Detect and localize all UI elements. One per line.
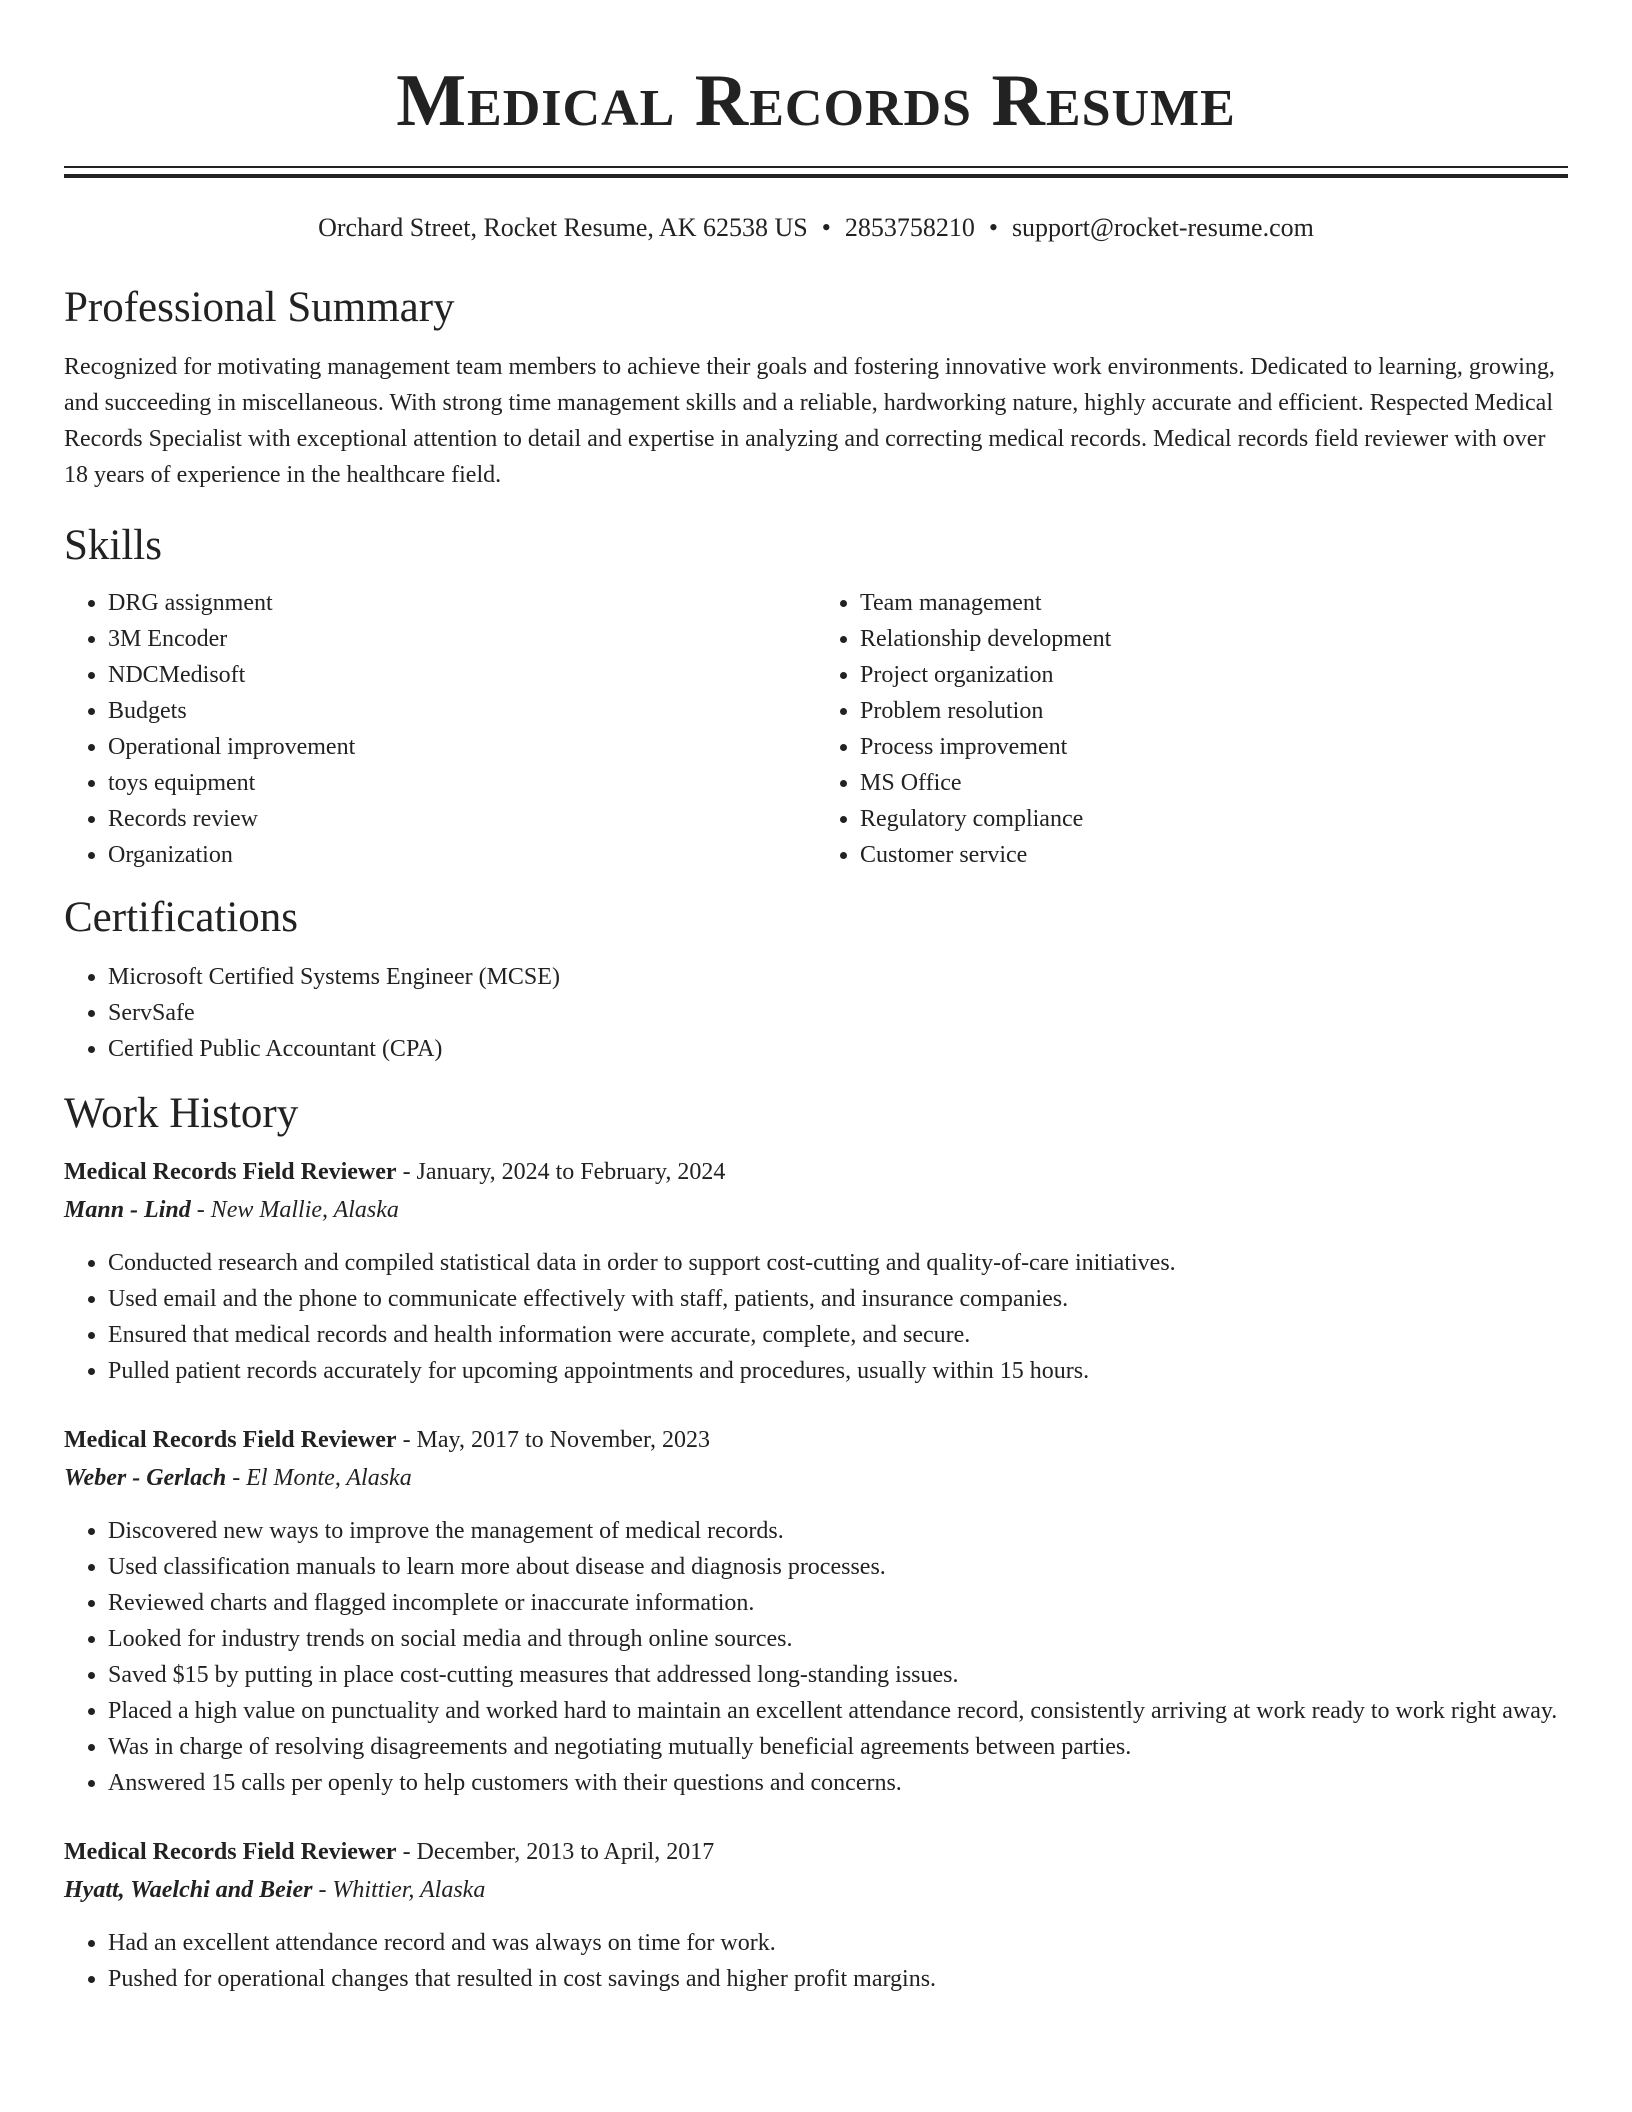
job-location: - Whittier, Alaska xyxy=(312,1877,486,1903)
skill-item: • Regulatory compliance xyxy=(860,801,1568,837)
skills-list-left xyxy=(64,585,816,873)
certifications-list xyxy=(64,959,1568,1067)
job-duty-item: • Answered 15 calls per openly to help customers with their questions and concerns. xyxy=(108,1765,1568,1801)
job-title-line xyxy=(64,1153,1568,1191)
job-title-line xyxy=(64,1833,1568,1871)
resume-title: Medical Records Resume xyxy=(396,60,1236,142)
job-duties-list xyxy=(64,1925,1568,1997)
job-company: Mann - Lind xyxy=(64,1197,191,1223)
job-employer-line xyxy=(64,1459,1568,1497)
skill-item: • Relationship development xyxy=(860,621,1568,657)
skill-item: • Records review xyxy=(108,801,816,837)
job-role: Medical Records Field Reviewer xyxy=(64,1839,397,1865)
job-company: Hyatt, Waelchi and Beier xyxy=(64,1877,313,1903)
job-duty-item: • Ensured that medical records and health information were accurate, complete, and secure. xyxy=(108,1317,1568,1353)
skill-item: • DRG assignment xyxy=(108,585,816,621)
title-divider-thin xyxy=(64,166,1568,168)
job-duty-item: • Reviewed charts and flagged incomplete or inaccurate information. xyxy=(108,1585,1568,1621)
skill-item: • NDCMedisoft xyxy=(108,657,816,693)
job-duties-list xyxy=(64,1513,1568,1801)
skill-item: • Project organization xyxy=(860,657,1568,693)
resume-page xyxy=(64,0,1568,1997)
contact-address: Orchard Street, Rocket Resume, AK 62538 US xyxy=(318,213,808,242)
skill-item: • Process improvement xyxy=(860,729,1568,765)
job-duty-item: • Discovered new ways to improve the management of medical records. xyxy=(108,1513,1568,1549)
skill-item: • Budgets xyxy=(108,693,816,729)
job-dates: - May, 2017 to November, 2023 xyxy=(396,1427,710,1453)
skills-columns xyxy=(64,585,1568,873)
job-entry xyxy=(64,1833,1568,1997)
skills-heading: Skills xyxy=(64,522,162,569)
job-duty-item: • Had an excellent attendance record and was always on time for work. xyxy=(108,1925,1568,1961)
skill-item: • Customer service xyxy=(860,837,1568,873)
job-duty-item: • Saved $15 by putting in place cost-cutting measures that addressed long-standing issues. xyxy=(108,1657,1568,1693)
job-entry xyxy=(64,1421,1568,1801)
contact-line xyxy=(64,212,1568,244)
job-duty-item: • Looked for industry trends on social media and through online sources. xyxy=(108,1621,1568,1657)
job-duty-item: • Conducted research and compiled statistical data in order to support cost-cutting and quality-of-care initiatives. xyxy=(108,1245,1568,1281)
contact-separator: • xyxy=(988,213,998,242)
work-history-heading: Work History xyxy=(64,1090,299,1137)
summary-text: Recognized for motivating management team members to achieve their goals and fostering innovative work environments. Dedicated to learning, growing, and succeeding in miscellaneous. With strong time management skills and a reliable, hardworking nature, highly accurate and efficient. Respected Medical Records Specialist with exceptional attention to detail and expertise in analyzing and correcting medical records. Medical records field reviewer with over 18 years of experience in the healthcare field. xyxy=(64,354,1555,488)
job-title-line xyxy=(64,1421,1568,1459)
job-role: Medical Records Field Reviewer xyxy=(64,1159,397,1185)
job-role: Medical Records Field Reviewer xyxy=(64,1427,397,1453)
title-divider-thick xyxy=(64,174,1568,178)
job-employer-line xyxy=(64,1191,1568,1229)
skills-list-right xyxy=(816,585,1568,873)
job-duty-item: • Used classification manuals to learn more about disease and diagnosis processes. xyxy=(108,1549,1568,1585)
skill-item: • Operational improvement xyxy=(108,729,816,765)
skill-item: • toys equipment xyxy=(108,765,816,801)
certifications-heading: Certifications xyxy=(64,894,299,941)
certification-item: • Microsoft Certified Systems Engineer (MCSE) xyxy=(108,959,1568,995)
job-employer-line xyxy=(64,1871,1568,1909)
skill-item: • MS Office xyxy=(860,765,1568,801)
job-duty-item: • Pushed for operational changes that resulted in cost savings and higher profit margins. xyxy=(108,1961,1568,1997)
contact-separator: • xyxy=(821,213,831,242)
skill-item: • Team management xyxy=(860,585,1568,621)
skill-item: • 3M Encoder xyxy=(108,621,816,657)
job-duty-item: • Used email and the phone to communicate effectively with staff, patients, and insurance companies. xyxy=(108,1281,1568,1317)
job-entry xyxy=(64,1153,1568,1389)
job-duty-item: • Pulled patient records accurately for upcoming appointments and procedures, usually within 15 hours. xyxy=(108,1353,1568,1389)
job-duties-list xyxy=(64,1245,1568,1389)
job-location: - El Monte, Alaska xyxy=(226,1465,412,1491)
job-duty-item: • Placed a high value on punctuality and worked hard to maintain an excellent attendance record, consistently arriving at work ready to work right away. xyxy=(108,1693,1568,1729)
job-dates: - January, 2024 to February, 2024 xyxy=(396,1159,726,1185)
job-duty-item: • Was in charge of resolving disagreements and negotiating mutually beneficial agreements between parties. xyxy=(108,1729,1568,1765)
contact-email: support@rocket-resume.com xyxy=(1011,213,1314,242)
skill-item: • Organization xyxy=(108,837,816,873)
skill-item: • Problem resolution xyxy=(860,693,1568,729)
job-location: - New Mallie, Alaska xyxy=(190,1197,399,1223)
contact-phone: 2853758210 xyxy=(844,213,975,242)
certification-item: • ServSafe xyxy=(108,995,1568,1031)
job-company: Weber - Gerlach xyxy=(64,1465,227,1491)
certification-item: • Certified Public Accountant (CPA) xyxy=(108,1031,1568,1067)
job-dates: - December, 2013 to April, 2017 xyxy=(396,1839,715,1865)
summary-heading: Professional Summary xyxy=(64,284,455,331)
